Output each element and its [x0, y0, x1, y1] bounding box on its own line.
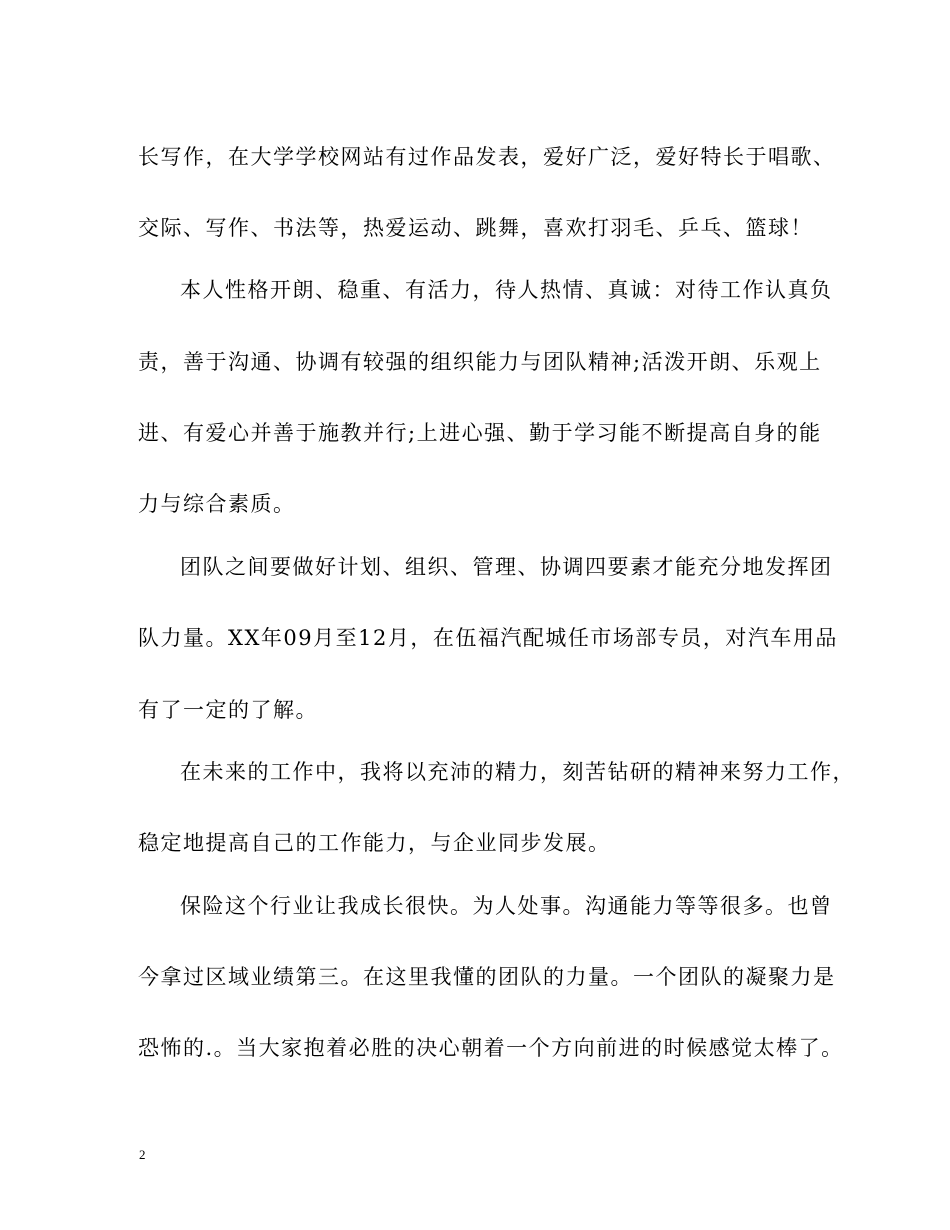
text-line: 今拿过区域业绩第三。在这里我懂的团队的力量。一个团队的凝聚力是 [138, 965, 836, 989]
text-line: 队力量。XX年09月至12月，在伍福汽配城任市场部专员，对汽车用品 [138, 626, 838, 650]
text-line: 力与综合素质。 [138, 492, 296, 516]
text-line: 恐怖的.。当大家抱着必胜的决心朝着一个方向前进的时候感觉太棒了。 [138, 1036, 844, 1060]
text-line: 进、有爱心并善于施教并行;上进心强、勤于学习能不断提高自身的能 [138, 421, 822, 445]
text-line: 稳定地提高自己的工作能力，与企业同步发展。 [138, 831, 611, 855]
text-line: 有了一定的了解。 [138, 698, 318, 722]
text-line: 长写作，在大学学校网站有过作品发表，爱好广泛，爱好特长于唱歌、 [138, 145, 836, 169]
text-line: 本人性格开朗、稳重、有活力，待人热情、真诚：对待工作认真负 [180, 278, 833, 302]
text-line: 责，善于沟通、协调有较强的组织能力与团队精神;活泼开朗、乐观上 [138, 350, 822, 374]
page-number: 2 [139, 1147, 146, 1162]
text-line: 在未来的工作中，我将以充沛的精力，刻苦钻研的精神来努力工作， [180, 760, 855, 784]
text-line: 保险这个行业让我成长很快。为人处事。沟通能力等等很多。也曾 [180, 894, 833, 918]
text-line: 交际、写作、书法等，热爱运动、跳舞，喜欢打羽毛、乒乓、篮球！ [138, 216, 813, 240]
text-line: 团队之间要做好计划、组织、管理、协调四要素才能充分地发挥团 [180, 555, 833, 579]
